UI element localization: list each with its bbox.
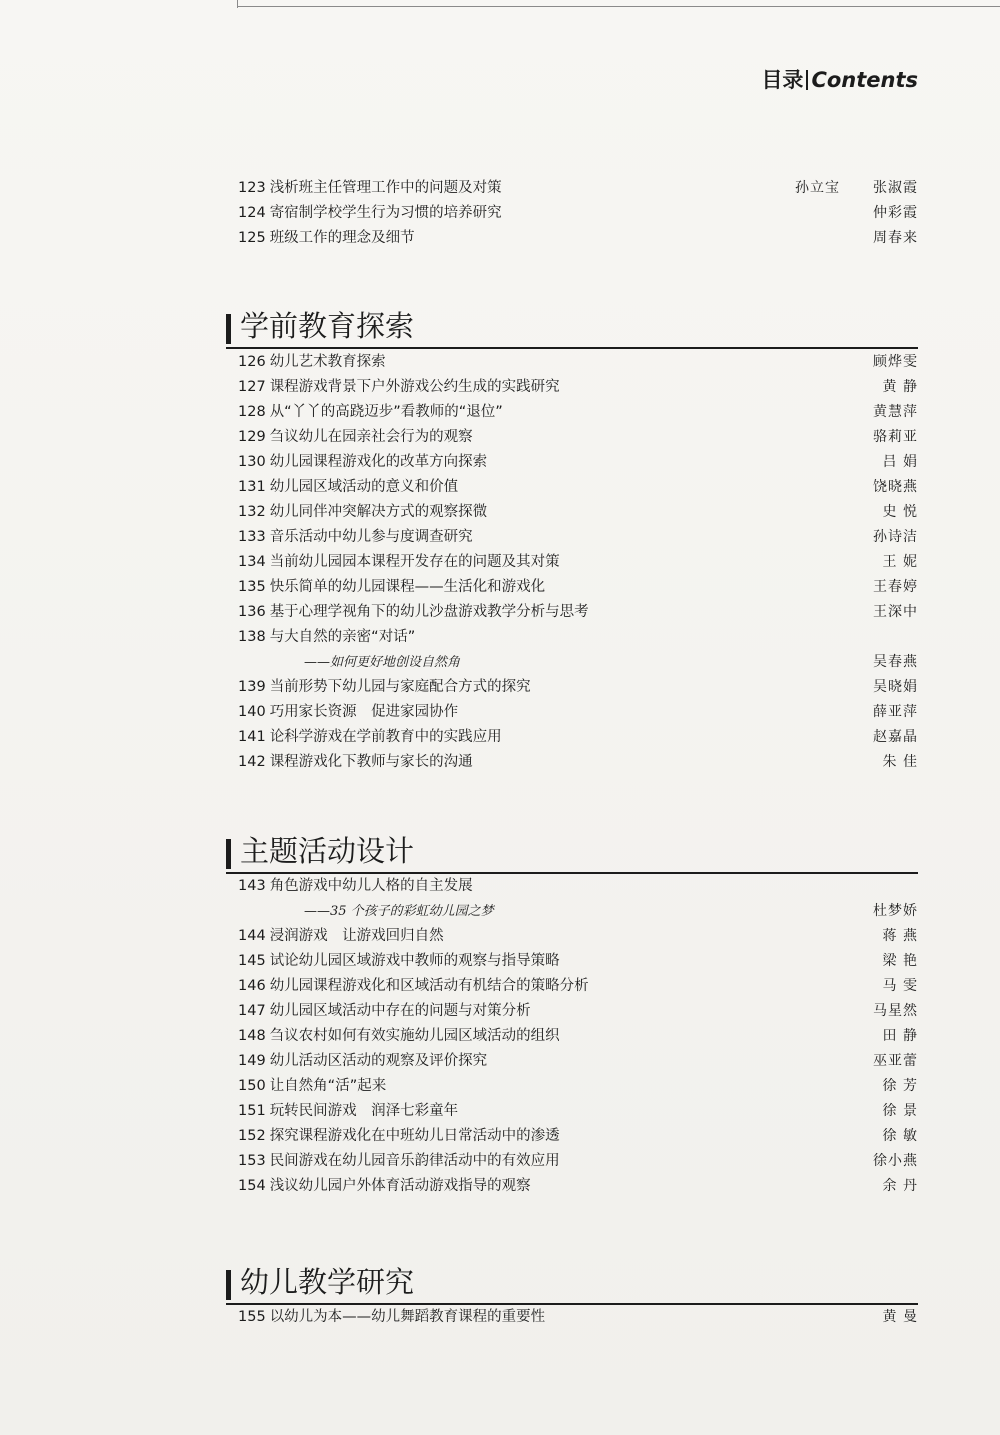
entry-title: 当前形势下幼儿园与家庭配合方式的探究 — [269, 679, 531, 695]
entry-title: 浅析班主任管理工作中的问题及对策 — [269, 180, 502, 196]
page-header — [761, 64, 918, 94]
entry-coauthor: 孙立宝 — [795, 180, 840, 196]
entry-page-number: 145 — [238, 953, 266, 969]
entry-subtitle: ——如何更好地创设自然角 — [304, 655, 461, 670]
entry-title: 玩转民间游戏 润泽七彩童年 — [269, 1103, 459, 1119]
toc-entry-subtitle[interactable] — [238, 899, 918, 923]
entry-author: 饶晓燕 — [873, 479, 918, 495]
toc-entry[interactable] — [238, 725, 918, 749]
toc-entry[interactable] — [238, 201, 918, 225]
section-bar — [226, 839, 231, 869]
toc-entry[interactable] — [238, 425, 918, 449]
section-rule — [226, 347, 918, 349]
entry-author: 徐 芳 — [882, 1078, 918, 1094]
entry-author: 黄慧萍 — [873, 404, 918, 420]
toc-entry[interactable] — [238, 1049, 918, 1073]
entry-title: 幼儿园课程游戏化和区域活动有机结合的策略分析 — [269, 978, 589, 994]
header-en: Contents — [811, 68, 918, 92]
entry-title: 幼儿园区域活动中存在的问题与对策分析 — [269, 1003, 531, 1019]
toc-entry[interactable] — [238, 525, 918, 549]
entry-page-number: 148 — [238, 1028, 266, 1044]
entry-title: 幼儿艺术教育探索 — [269, 354, 386, 370]
top-border-line — [238, 6, 1000, 7]
entry-author: 孙诗洁 — [873, 529, 918, 545]
toc-entry[interactable] — [238, 226, 918, 250]
entry-author: 徐 景 — [882, 1103, 918, 1119]
entry-author: 张淑霞 — [873, 180, 918, 196]
entry-page-number: 123 — [238, 180, 266, 196]
toc-entry-subtitle[interactable] — [238, 650, 918, 674]
entry-title: 基于心理学视角下的幼儿沙盘游戏教学分析与思考 — [269, 604, 589, 620]
entry-title: 浸润游戏 让游戏回归自然 — [269, 928, 444, 944]
entry-title: 角色游戏中幼儿人格的自主发展 — [269, 878, 473, 894]
entry-page-number: 127 — [238, 379, 266, 395]
toc-entry[interactable] — [238, 475, 918, 499]
entry-page-number: 152 — [238, 1128, 266, 1144]
entry-author: 徐小燕 — [873, 1153, 918, 1169]
entry-author: 赵嘉晶 — [873, 729, 918, 745]
entry-title: 民间游戏在幼儿园音乐韵律活动中的有效应用 — [269, 1153, 560, 1169]
entry-author: 骆莉亚 — [873, 429, 918, 445]
entry-title: 班级工作的理念及细节 — [269, 230, 415, 246]
entry-page-number: 154 — [238, 1178, 266, 1194]
entry-title: 巧用家长资源 促进家园协作 — [269, 704, 459, 720]
entry-author: 薛亚萍 — [873, 704, 918, 720]
entry-author: 周春来 — [873, 230, 918, 246]
toc-entry[interactable] — [238, 400, 918, 424]
entry-title: 幼儿同伴冲突解决方式的观察探微 — [269, 504, 488, 520]
toc-entry[interactable] — [238, 1024, 918, 1048]
entry-page-number: 150 — [238, 1078, 266, 1094]
toc-entry[interactable] — [238, 700, 918, 724]
toc-entry[interactable] — [238, 575, 918, 599]
entry-page-number: 144 — [238, 928, 266, 944]
entry-title: 探究课程游戏化在中班幼儿日常活动中的渗透 — [269, 1128, 560, 1144]
entry-author: 仲彩霞 — [873, 205, 918, 221]
toc-entry[interactable] — [238, 1149, 918, 1173]
toc-entry[interactable] — [238, 450, 918, 474]
toc-entry[interactable] — [238, 500, 918, 524]
toc-entry[interactable] — [238, 625, 918, 649]
entry-title: 快乐简单的幼儿园课程——生活化和游戏化 — [269, 579, 546, 595]
entry-title: 论科学游戏在学前教育中的实践应用 — [269, 729, 502, 745]
toc-entry[interactable] — [238, 550, 918, 574]
entry-subtitle: ——35 个孩子的彩虹幼儿园之梦 — [304, 904, 494, 919]
entry-author: 徐 敏 — [882, 1128, 918, 1144]
entry-author: 朱 佳 — [882, 754, 918, 770]
toc-entry[interactable] — [238, 924, 918, 948]
entry-author: 史 悦 — [882, 504, 918, 520]
toc-entry[interactable] — [238, 750, 918, 774]
entry-author: 王春婷 — [873, 579, 918, 595]
entry-page-number: 136 — [238, 604, 266, 620]
entry-page-number: 128 — [238, 404, 266, 420]
entry-title: 寄宿制学校学生行为习惯的培养研究 — [269, 205, 502, 221]
entry-page-number: 155 — [238, 1309, 266, 1325]
entry-title: 音乐活动中幼儿参与度调查研究 — [269, 529, 473, 545]
entry-author: 吕 娟 — [882, 454, 918, 470]
toc-entry[interactable] — [238, 1124, 918, 1148]
entry-author: 蒋 燕 — [882, 928, 918, 944]
toc-entry[interactable] — [238, 375, 918, 399]
entry-page-number: 151 — [238, 1103, 266, 1119]
section-bar — [226, 1270, 231, 1300]
entry-title: 幼儿园区域活动的意义和价值 — [269, 479, 459, 495]
entry-page-number: 146 — [238, 978, 266, 994]
toc-entry[interactable] — [238, 176, 918, 200]
entry-title: 幼儿园课程游戏化的改革方向探索 — [269, 454, 488, 470]
entry-author: 王深中 — [873, 604, 918, 620]
entry-title: 刍议农村如何有效实施幼儿园区域活动的组织 — [269, 1028, 560, 1044]
toc-entry[interactable] — [238, 974, 918, 998]
entry-author: 田 静 — [882, 1028, 918, 1044]
section-title: 主题活动设计 — [240, 834, 415, 868]
entry-page-number: 149 — [238, 1053, 266, 1069]
entry-title: 当前幼儿园园本课程开发存在的问题及其对策 — [269, 554, 560, 570]
entry-page-number: 153 — [238, 1153, 266, 1169]
entry-page-number: 138 — [238, 629, 266, 645]
entry-page-number: 126 — [238, 354, 266, 370]
entry-author: 王 妮 — [882, 554, 918, 570]
toc-entry[interactable] — [238, 1174, 918, 1198]
entry-author: 巫亚蕾 — [873, 1053, 918, 1069]
toc-entry[interactable] — [238, 874, 918, 898]
entry-page-number: 143 — [238, 878, 266, 894]
entry-page-number: 133 — [238, 529, 266, 545]
toc-entry[interactable] — [238, 1074, 918, 1098]
entry-title: 浅议幼儿园户外体育活动游戏指导的观察 — [269, 1178, 531, 1194]
entry-page-number: 131 — [238, 479, 266, 495]
header-separator — [806, 70, 808, 90]
entry-author: 马 雯 — [882, 978, 918, 994]
toc-entry[interactable] — [238, 999, 918, 1023]
entry-page-number: 140 — [238, 704, 266, 720]
entry-title: 从“丫丫的高跷迈步”看教师的“退位” — [269, 404, 503, 420]
entry-page-number: 141 — [238, 729, 266, 745]
entry-title: 让自然角“活”起来 — [269, 1078, 387, 1094]
entry-author: 黄 静 — [882, 379, 918, 395]
toc-entry[interactable] — [238, 1305, 918, 1329]
toc-entry[interactable] — [238, 1099, 918, 1123]
entry-author: 杜梦娇 — [873, 903, 918, 919]
entry-title: 课程游戏化下教师与家长的沟通 — [269, 754, 473, 770]
entry-page-number: 125 — [238, 230, 266, 246]
entry-page-number: 124 — [238, 205, 266, 221]
entry-author: 顾烨雯 — [873, 354, 918, 370]
entry-page-number: 135 — [238, 579, 266, 595]
entry-title: 以幼儿为本——幼儿舞蹈教育课程的重要性 — [269, 1309, 546, 1325]
entry-title: 刍议幼儿在园亲社会行为的观察 — [269, 429, 473, 445]
entry-page-number: 129 — [238, 429, 266, 445]
entry-author: 黄 曼 — [882, 1309, 918, 1325]
entry-page-number: 139 — [238, 679, 266, 695]
section-bar — [226, 314, 231, 344]
entry-title: 试论幼儿园区域游戏中教师的观察与指导策略 — [269, 953, 560, 969]
entry-page-number: 147 — [238, 1003, 266, 1019]
left-border-mark — [237, 0, 238, 8]
entry-author: 余 丹 — [882, 1178, 918, 1194]
toc-entry[interactable] — [238, 350, 918, 374]
section-title: 学前教育探索 — [240, 309, 415, 343]
entry-page-number: 132 — [238, 504, 266, 520]
header-cn: 目录 — [761, 68, 804, 92]
entry-title: 与大自然的亲密“对话” — [269, 629, 416, 645]
toc-entry[interactable] — [238, 949, 918, 973]
entry-title: 课程游戏背景下户外游戏公约生成的实践研究 — [269, 379, 560, 395]
toc-entry[interactable] — [238, 675, 918, 699]
entry-page-number: 142 — [238, 754, 266, 770]
entry-author: 梁 艳 — [882, 953, 918, 969]
section-title: 幼儿教学研究 — [240, 1265, 415, 1299]
entry-page-number: 134 — [238, 554, 266, 570]
toc-entry[interactable] — [238, 600, 918, 624]
entry-author: 马星然 — [873, 1003, 918, 1019]
entry-author: 吴春燕 — [873, 654, 918, 670]
entry-page-number: 130 — [238, 454, 266, 470]
entry-title: 幼儿活动区活动的观察及评价探究 — [269, 1053, 488, 1069]
entry-author: 吴晓娟 — [873, 679, 918, 695]
